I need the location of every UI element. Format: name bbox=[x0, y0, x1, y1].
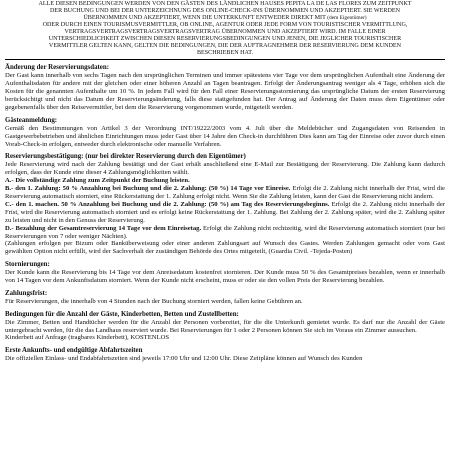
section-registration bbox=[5, 117, 445, 149]
section-times bbox=[5, 347, 445, 363]
section-text: Gemäß den Bestimmungen von Artikel 3 der Verordnung INT/19222/2003 vom 4. Juli über die Meldebücher und Zugangsdaten von Reisenden in Gastgewerbebetrieben und ähnlichen Einrichtungen muss jeder Gast über 14 Jahre den Check-in durchführen Dies kann am Tag der Einreise oder zuvor durch einen Vorab-Check-in erfolgen, entweder durch elektronische oder manuelle Verfahren. bbox=[5, 124, 445, 148]
section-cancellations bbox=[5, 261, 445, 285]
option-d: D.- Bezahlung der Gesamtreservierung 14 Tage vor dem Einreisetag. Erfolgt die Zahlung nicht rechtzeitig, wird die Reservierung automatisch storniert (nur bei Reservierungen von 7 oder weniger Nächten). bbox=[5, 224, 445, 240]
section-text: Die offiziellen Einlass- und Endabfahrtszeiten sind jeweils 17:00 Uhr und 12:00 Uhr. Diese Zeitpläne können auf Wunsch des Kunden bbox=[5, 355, 363, 363]
section-title: Gästeanmeldung: bbox=[5, 116, 58, 124]
crib-note: Kinderbett auf Anfrage (tragbares Kinderbett), KOSTENLOS bbox=[5, 334, 170, 342]
owner-note: (dem Eigentümer) bbox=[327, 15, 367, 22]
section-title: Reservierungsbestätigung: (nur bei direkter Reservierung durch den Eigentümer) bbox=[5, 153, 246, 161]
header-line: UNTERSCHIEDLICHKEIT ZWISCHEN DIESEN RESERVIERUNGSBEDINGUNGEN UND JENEN, DIE JEGLICHER TOURISTISCHER bbox=[48, 36, 402, 43]
header-line: ÜBERNOMMEN UND AKZEPTIERT, WENN DIE UNTERKUNFT ENTWEDER DIREKT MIT (dem Eigentümer) bbox=[83, 15, 367, 22]
option-a: A.- Die vollständige Zahlung zum Zeitpunkt der Buchung leisten. bbox=[5, 177, 190, 185]
document-page bbox=[5, 0, 445, 363]
section-title: Zahlungsfrist: bbox=[5, 289, 48, 297]
section-intro: Jede Reservierung wird nach der Zahlung bestätigt und der Gast erhält anschließend eine E-Mail zur Bestätigung der Reservierung. Die Zahlung kann dadurch erfolgen, dass der Kunde eine dieser 4 Zahlungsmöglichkeiten wählt. bbox=[5, 161, 445, 177]
terms-header bbox=[5, 1, 445, 60]
option-b: B.- den 1. Zahlung: 50 % Anzahlung bei Buchung und die 2. Zahlung: (50 %) 14 Tage vor Einreise. Erfolgt die 2. Zahlung nicht innerhalb der Frist, wird die Reservierung automatisch storniert, eine Rückerstattung der 1. Zahlung erfolgt nicht. Wenn Sie die Zahlung leisten, kann der Gast die Reservierung nicht ändern. bbox=[5, 185, 445, 200]
section-guests bbox=[5, 311, 445, 343]
section-text: Für Reservierungen, die innerhalb von 4 Stunden nach der Buchung storniert werden, fallen keine Gebühren an. bbox=[5, 297, 303, 305]
section-confirmation bbox=[5, 153, 445, 256]
header-line: VERTRAGSVERTRAGSVERTRAGSVERTRAGSVERTRAG ÜBERNOMMEN UND AKZEPTIERT WIRD. IM FALLE EINER bbox=[64, 29, 386, 36]
section-text: Die Zimmer, Betten und Handtücher werden für die Anzahl der Personen vorbereitet, für die die Unterkunft gemietet wurde. Es darf nur die Anzahl der Gäste untergebracht werden, für die das Landhaus reserviert wurde. Bei Reservierungen für 1 oder 2 Personen können Sie sich im Voraus ein Zimmer aussuchen. bbox=[5, 318, 445, 334]
section-text: Der Kunde kann die Reservierung bis 14 Tage vor dem Anreisedatum kostenfrei stornieren. Der Kunde muss 50 % des Gesamtpreises bezahlen, wenn er innerhalb von 14 Tagen vor dem Ankunftsdatum storniert. Wenn der Kunde nicht erscheint, muss er oder sie den vollen Preis der Reservierung bezahlen. bbox=[5, 269, 445, 285]
section-changes bbox=[5, 64, 445, 111]
payment-note: (Zahlungen erfolgen per Bizum oder Banküberweisung oder einer anderen Zahlungsart auf Wunsch des Gastes. Werden Zahlungen gemacht oder vom Gast gewählten Option nicht erfüllt, wird der Sachverhalt der zuständigen Behörde des Ortes mitgeteilt, (Guardia Civil. -Tejeda-Posten) bbox=[5, 240, 445, 256]
option-c: C.- den 1. machen. 50 % Anzahlung bei Buchung und die 2. Zahlung: (50 %) am Tag des Reservierungsbeginns. Erfolgt die 2. Zahlung nicht innerhalb der Frist, wird die Reservierung automatisch storniert und es erfolgt keine Rückerstattung der 1. Zahlung. Bei Zahlung der 2. Zahlung später, wird die 2. Zahlung später zu leisten und nicht in den Genuss der Reservierung. bbox=[5, 200, 445, 224]
section-text: Der Gast kann innerhalb von sechs Tagen nach den ursprünglichen Terminen und immer spätestens vier Tage vor dem ursprünglichen Aufenthalt eine Änderung der Aufenthaltsdaten für andere mit der gleichen oder einer höheren Anzahl an Tagen beantragen. Erfolgt der Änderungsantrag weniger als 4 Tage, erhöhen sich die Kosten für die genannten Aufenthalte um 10 %. In jedem Fall wird für den Fall einer Reservierungsstornierung das ursprüngliche Datum der ersten Reservierung berücksichtigt und nicht das Datum der Reservierungsänderung, falls diese stattgefunden hat. Der Antrag auf Änderung der Daten muss dem Eigentümer oder gegebenenfalls über den Reisevermittler, bei dem die Reservierung vorgenommen wurde, mitgeteilt werden. bbox=[5, 72, 445, 111]
header-line: ALLE DIESEN BEDINGUNGEN WERDEN VON DEN GÄSTEN DES LÄNDLICHEN HAUSES PEPITA LA DE LAS FLORES ZUM ZEITPUNKT bbox=[38, 1, 412, 7]
section-title: Bedingungen für die Anzahl der Gäste, Kinderbetten, Betten und Zustellbetten: bbox=[5, 310, 239, 318]
section-title: Erste Ankunfts- und endgültige Abfahrtszeiten bbox=[5, 347, 143, 355]
section-title: Änderung der Reservierungsdaten: bbox=[5, 64, 109, 72]
section-grace-period bbox=[5, 290, 445, 306]
section-title: Stornierungen: bbox=[5, 261, 50, 269]
header-line: ODER DURCH EINEN TOURISMUSVERMITTLER, OB ONLINE, AGENTUR ODER JEDE FORM VON TOURISTISCHER VERMITTLUNG, bbox=[42, 22, 408, 29]
header-line: BESCHRIEBEN HAT. bbox=[196, 50, 254, 57]
header-line: VERMITTLER GELTEN KANN, GELTEN DIE BEDINGUNGEN, DIE DER AUFTRAGNEHMER DER RESERVIERUNG DEM KUNDEN bbox=[48, 43, 402, 50]
header-line: DER BUCHUNG UND BEI DER UNTERZEICHNUNG DES ONLINE-CHECK-INS ÜBERNOMMEN UND AKZEPTIERT. SIE WERDEN bbox=[50, 8, 400, 15]
